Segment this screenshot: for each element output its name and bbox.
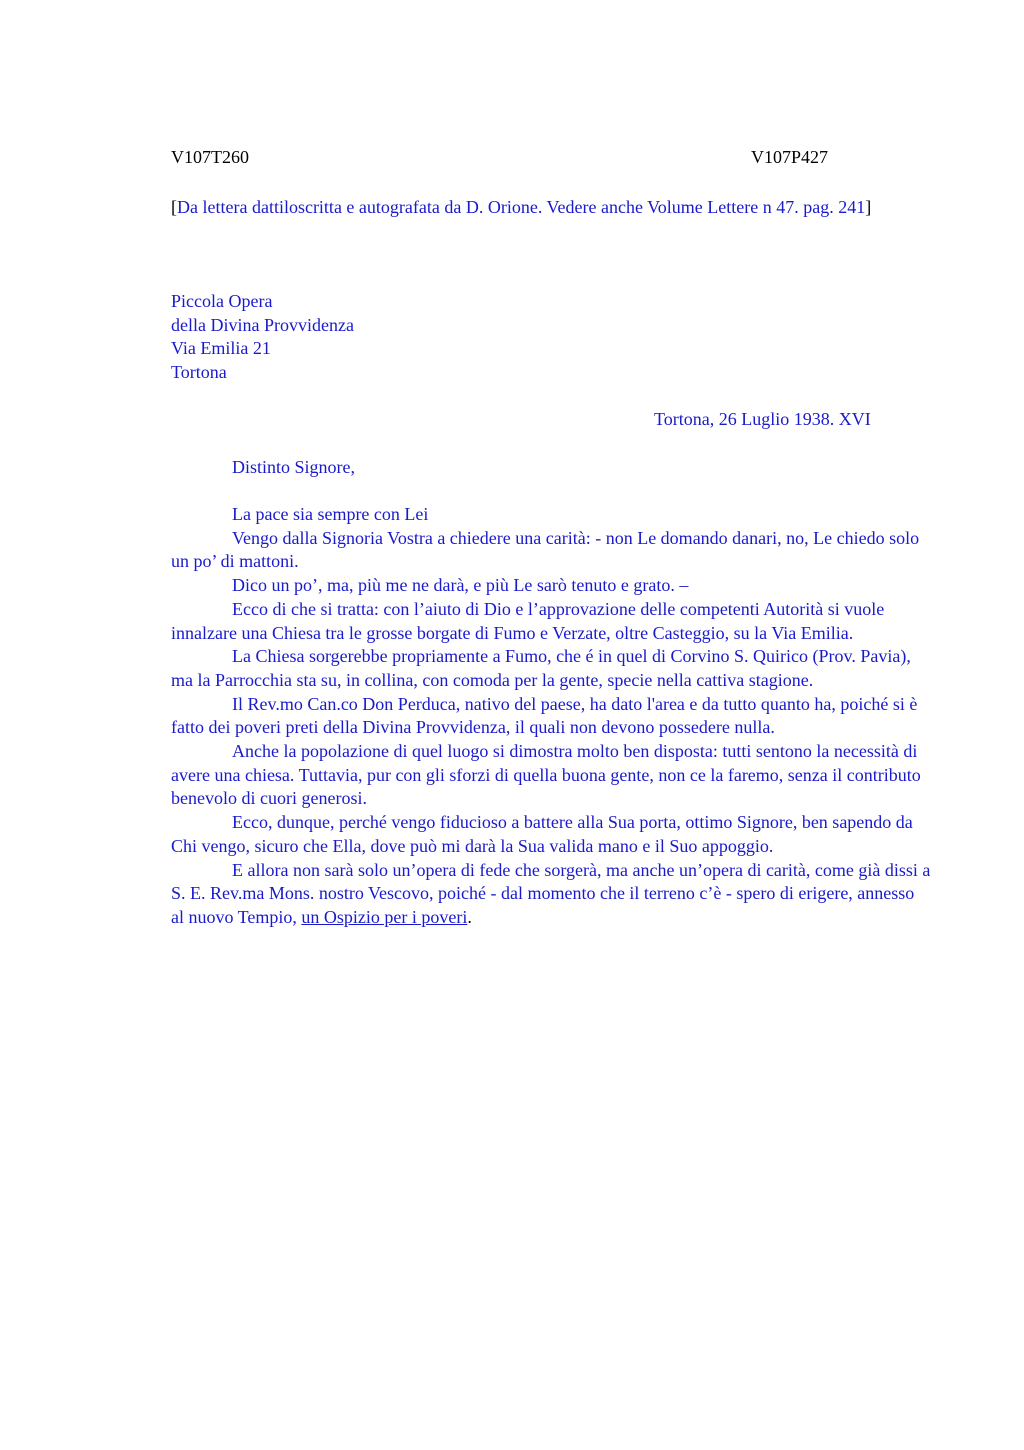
source-note — [171, 196, 931, 220]
code-left: V107T260 — [171, 147, 249, 167]
paragraph: La pace sia sempre con Lei — [232, 504, 429, 524]
note-text: Da lettera dattiloscritta e autografata da D. Orione. Vedere anche Volume Lettere n 47. pag. 241 — [177, 197, 866, 217]
letter-body — [171, 503, 931, 930]
letter-date: Tortona, 26 Luglio 1938. XVI — [654, 409, 871, 429]
address-line: Piccola Opera — [171, 291, 273, 311]
address-line: Via Emilia 21 — [171, 338, 271, 359]
code-right: V107P427 — [751, 147, 829, 167]
address-line: Tortona — [171, 362, 227, 383]
last-paragraph — [171, 859, 931, 930]
paragraph: La Chiesa sorgerebbe propriamente a Fumo, che é in quel di Corvino S. Quirico (Prov. Pavia), ma la Parrocchia sta su, in collina, con comoda per la gente, specie nella cattiva stagione. — [171, 646, 911, 690]
paragraph: Ecco di che si tratta: con l’aiuto di Dio e l’approvazione delle competenti Autorità si vuole innalzare una Chiesa tra le grosse borgate di Fumo e Verzate, oltre Casteggio, su la Via Emilia. — [171, 598, 885, 643]
address-line: della Divina Provvidenza — [171, 314, 354, 335]
document-codes — [171, 146, 841, 170]
note-close-bracket: ] — [865, 197, 872, 217]
last-paragraph-text: E allora non sarà solo un’opera di fede che sorgerà, ma anche un’opera di carità, come già dissi a S. E. Rev.ma Mons. nostro Vescovo, poiché - dal momento che il terreno c’è - spero di erigere, annesso al nuovo Tempio, — [171, 859, 931, 927]
paragraph: Ecco, dunque, perché vengo fiducioso a battere alla Sua porta, ottimo Signore, ben sapendo da Chi vengo, sicuro che Ella, dove può mi darà la Sua valida mano e il Suo appoggio. — [171, 812, 913, 856]
last-paragraph-end: . — [467, 906, 472, 927]
note-open-bracket: [ — [171, 197, 177, 217]
paragraph: Anche la popolazione di quel luogo si dimostra molto ben disposta: tutti sentono la necessità di avere una chiesa. Tuttavia, pur con gli sforzi di quella buona gente, non ce la faremo, senza il contributo benevolo di cuori generosi. — [171, 741, 921, 809]
paragraph: Dico un po’, ma, più me ne darà, e più Le sarò tenuto e grato. – — [232, 575, 689, 596]
underlined-phrase: un Ospizio per i poveri — [301, 906, 468, 927]
paragraph: Vengo dalla Signoria Vostra a chiedere una carità: - non Le domando danari, no, Le chiedo solo un po’ di mattoni. — [171, 527, 920, 572]
paragraph: Il Rev.mo Can.co Don Perduca, nativo del paese, ha dato l'area e da tutto quanto ha, poiché si è fatto dei poveri preti della Divina Provvidenza, il quali non devono possedere nulla. — [171, 693, 918, 738]
sender-address — [171, 290, 571, 385]
salutation: Distinto Signore, — [232, 457, 356, 477]
